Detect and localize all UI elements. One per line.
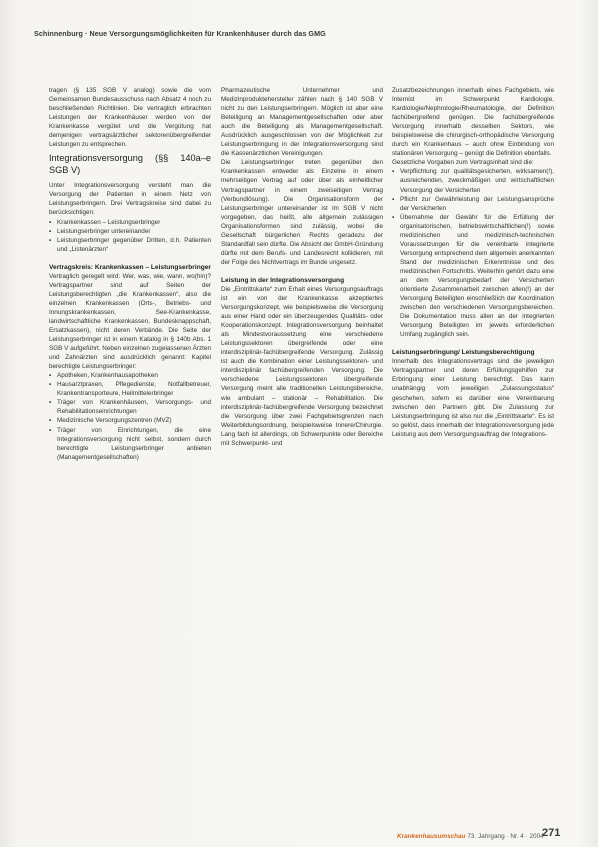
- paragraph: Innerhalb des Integrationsvertrags sind die jeweiligen Vertragspartner und deren Erfüllungsgehilfen zur Erbringung einer Leistung berechtigt. Das kann unabhängig vom jeweiligen „Zulassungsstatus“ geschehen, sofern es darüber eine Vereinbarung zwischen den Partnern gibt. Die Zulassung zur Leistungserbringung ist also nur die „Eintrittskarte“. Es ist so gelöst, dass innerhalb der Integrationsversorgung jede Leistung aus dem Versorgungsauftrag der Integrations-: [392, 358, 554, 438]
- bullet-icon: ▪: [49, 381, 52, 389]
- subsection-heading: Leistung in der Integrationsversorgung: [221, 276, 345, 284]
- bullet-icon: ▪: [49, 417, 52, 425]
- bullet-icon: ▪: [49, 426, 52, 434]
- paragraph: Vertraglich geregelt wird: Wer, was, wie, wann, wo(hin)? Vertragspartner sind auf Seiten der Leistungsberechtigten „die Krankenkassen“, also die einzelnen Krankenkassen (Orts-, Betriebs- und Innungskrankenkassen, See-Krankenkasse, landwirtschaftliche Krankenkassen, Bundesknappschaft, Ersatzkassen), nicht deren Verbände. Die Seite der Leistungserbringer ist in einem Katalog in § 140b Abs. 1 SGB V aufgeführt. Neben einzelnen zugelassenen Ärzten und Zahnärzten sind ausdrücklich genannt: Kapitel berechtigte Leistungserbringer:: [49, 272, 211, 371]
- bullet-icon: ▪: [392, 195, 395, 203]
- bullet-icon: ▪: [392, 168, 395, 176]
- bullet-icon: ▪: [49, 399, 52, 407]
- list-item-text: Verpflichtung zur qualitätsgesicherten, wirksamen(!), ausreichenden, zweckmäßigen und wirtschaftlichen Versorgung der Versicherten: [400, 168, 554, 194]
- list-item-text: Krankenkassen – Leistungserbringer: [57, 218, 161, 226]
- list-item: [49, 236, 211, 254]
- list-item-text: Leistungserbringer gegenüber Dritten, d.h. Patienten und „Listenärzten“: [57, 236, 211, 253]
- list-item-text: Hausarztpraxen, Pflegedienste, Notfallbetreuer, Krankentransporteure, Heilmittelerbringer: [57, 381, 211, 398]
- list-item-text: Apotheken, Krankenhausapotheken: [57, 372, 158, 380]
- paragraph-spacer: [392, 339, 554, 348]
- text-column-2: [221, 86, 383, 448]
- paragraph: Die Leistungserbringer treten gegenüber den Krankenkassen entweder als Einzelne in einem mehrseitigen Vertrag auf oder über als einheitlicher Vertragspartner in einem zweiseitigen Vertrag (Verbundlösung). Die Organisationsform der Leistungserbringer untereinander ist im SGB V nicht vorgegeben, das heißt, alle allgemein zulässigen Organisationsformen sind zulässig, wobei die Gesellschaft bürgerlichen Rechts geradezu der Standardfall sein dürfte. Die Absicht der GmbH-Gründung dürfte mit dem Berufs- und Landesrecht kollidieren, mit der Folge des Nichtvertrags im Bunde ungesetz.: [221, 159, 383, 266]
- paragraph: Pharmazeutische Unternehmer und Medizinproduktehersteller zählen nach § 140 SGB V nicht zu den Leistungserbringern. Möglich ist aber eine Beteiligung an Managementgesellschaften oder aber auch die Beteiligung als Managementgesellschaft. Ausdrücklich ausgeschlossen von der Möglichkeit zur Leistungserbringung in der Integrationsversorgung sind die Kassenärztlichen Vereinigungen.: [221, 87, 383, 158]
- footer: [397, 831, 544, 843]
- paragraph: Unter Integrationsversorgung versteht man die Versorgung der Patienten in einem Netz von Leistungserbringern. Drei Vertragskreise sind dabei zu berücksichtigen:: [49, 182, 211, 217]
- list-item-text: Träger von Einrichtungen, die eine Integrationsversorgung nicht selbst, sondern durch berechtigte Leistungserbringer anbieten (Managementgesellschaften): [57, 426, 211, 461]
- list-item: [392, 195, 554, 213]
- section-heading: Integrationsversorgung (§§ 140a–e SGB V): [49, 153, 211, 175]
- bullet-icon: ▪: [49, 372, 52, 380]
- list-item: [49, 416, 211, 425]
- paragraph: Gesetzliche Vorgaben zum Vertragsinhalt sind die:: [392, 159, 534, 167]
- list-item-text: Träger von Krankenhäusern, Versorgungs- und Rehabilitationseinrichtungen: [57, 399, 211, 416]
- page-number: 271: [542, 827, 561, 839]
- list-item: [392, 213, 554, 340]
- list-item: [49, 380, 211, 398]
- bullet-icon: ▪: [49, 236, 52, 244]
- bullet-icon: ▪: [49, 227, 52, 235]
- list-item: [49, 227, 211, 236]
- paragraph: tragen (§ 135 SGB V analog) sowie die vom Gemeinsamen Bundesausschuss nach Absatz 4 noch zu beschließenden Richtlinien. Die vertraglich erbrachten Leistungen der Krankenhäuser werden von der Krankenkasse vergütet und die Vergütung hat demjenigen vertragsärztlicher sektorenübergreifender Leistungen zu entsprechen.: [49, 87, 211, 149]
- list-item: [49, 218, 211, 227]
- list-item-text: Übernahme der Gewähr für die Erfüllung der organisatorischen, betriebswirtschaftlichen(!) sowie medizinischen und medizinisch-technischen Voraussetzungen für die vereinbarte integrierte Versorgung entsprechend dem allgemein anerkannten Stand der medizinischen Erkenntnisse und des medizinischen Fortschritts. Weiterhin gehört dazu eine an dem Versorgungsbedarf der Versicherten orientierte Zusammenarbeit zwischen allen(!) an der Versorgung Beteiligten einschließlich der Koordination zwischen den verschiedenen Versorgungsbereichen. Die Dokumentation muss allen an der integrierten Versorgung Beteiligten im jeweils erforderlichen Umfang zugänglich sein.: [400, 213, 554, 339]
- list-item: [49, 426, 211, 462]
- list-item: [49, 371, 211, 380]
- paragraph: Die „Eintrittskarte“ zum Erhalt eines Versorgungsauftrags ist ein von der Krankenkasse akzeptiertes Versorgungskonzept, wie beispielsweise die Versorgung aus einer Hand oder ein überzeugendes Qualitäts- oder Kooperationskonzept. Integrationsversorgung beinhaltet als Mindestvoraussetzung eine verschiedene Leistungssektoren übergreifende oder eine interdisziplinär-fachübergreifende Versorgung. Zulässig ist auch die Kombination einer Leistungssektoren- und interdisziplinär fachübergreifenden Versorgung. Die verschiedene Leistungssektoren übergreifende Versorgung meint alle traditionellen Leistungsbereiche, wie ambulant – stationär – Rehabilitation. Die interdisziplinär-fachübergreifende Versorgung bezeichnet die Versorgung über zwei Fachgebietsgrenzen nach Weiterbildungsordnung, beispielsweise Innere/Chirurgie. Lang fach ist allerdings, ob Schwerpunkte oder Bereiche mit Schwerpunkt- und: [221, 285, 383, 447]
- issue-info: 73. Jahrgang · Nr. 4 · 2004: [467, 833, 544, 840]
- journal-name: Krankenhausumschau: [397, 833, 466, 840]
- bullet-icon: ▪: [392, 213, 395, 221]
- text-column-3: [392, 86, 554, 439]
- bullet-list: [392, 167, 554, 339]
- list-item: [392, 167, 554, 194]
- subsection-heading: Leistungserbringung/ Leistungsberechtigung: [392, 349, 535, 357]
- bullet-list: [49, 218, 211, 254]
- list-item-text: Leistungserbringer untereinander: [57, 227, 151, 235]
- paragraph-spacer: [221, 267, 383, 276]
- paragraph: Zusatzbezeichnungen innerhalb eines Fachgebiets, wie Internist im Schwerpunkt Kardiologie, Kardiologie/Nephrologie/Rheumatologie, der Definition fachübergreifend genügen. Die fachübergreifende Versorgung innerhalb desselben Sektors, wie beispielsweise die chirurgisch-orthopädische Versorgung durch ein Krankenhaus – auch ohne Einbindung von stationären Versorgung – genügt die Definition ebenfalls.: [392, 87, 554, 158]
- text-column-1: [49, 86, 211, 462]
- paragraph-spacer: [49, 254, 211, 263]
- list-item-text: Pflicht zur Gewährleistung der Leistungsansprüche der Versicherten: [400, 195, 554, 212]
- bullet-list: [49, 371, 211, 461]
- running-head: Schinnenburg · Neue Versorgungsmöglichkeiten für Krankenhäuser durch das GMG: [34, 29, 326, 38]
- list-item-text: Medizinische Versorgungszentren (MVZ): [57, 417, 172, 425]
- bullet-icon: ▪: [49, 218, 52, 226]
- list-item: [49, 398, 211, 416]
- subsection-heading: Vertragskreis: Krankenkassen – Leistungserbringer: [49, 263, 211, 271]
